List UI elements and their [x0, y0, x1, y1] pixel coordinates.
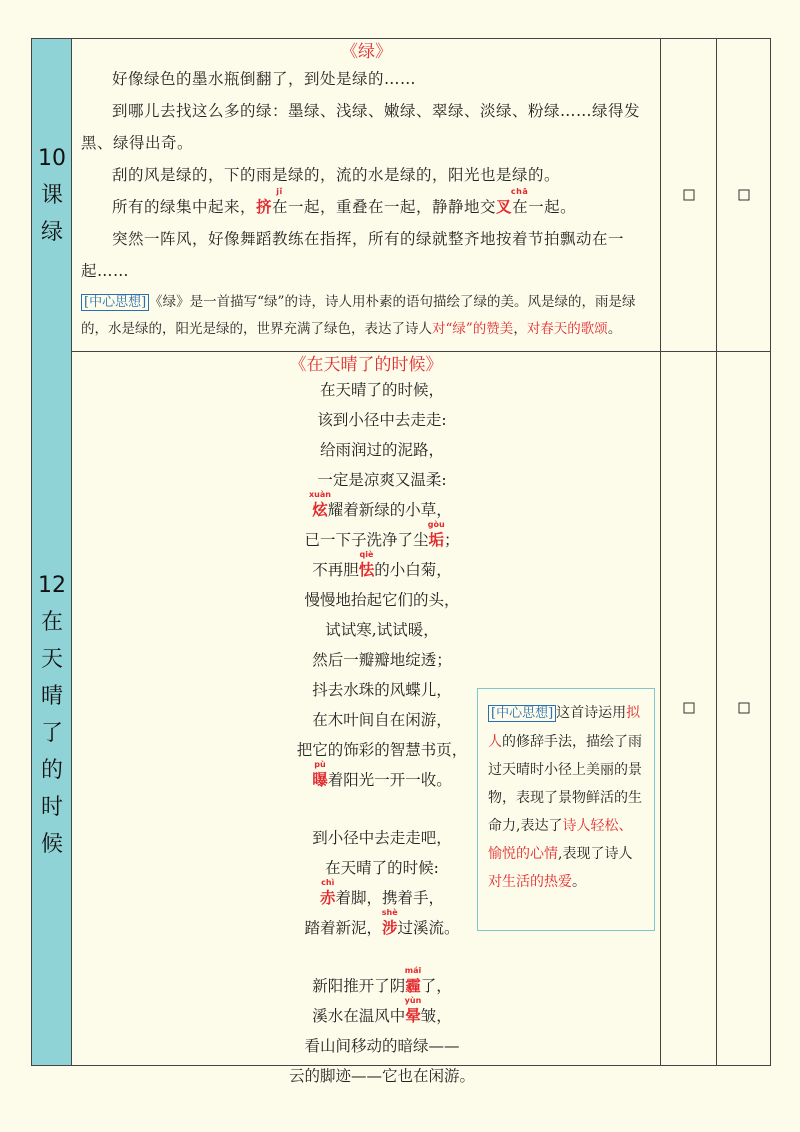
text-span: 。	[607, 321, 622, 337]
text-span: 这首诗运用	[556, 705, 627, 721]
lesson-label-char: 绿	[40, 220, 63, 245]
lesson-number: 10	[38, 146, 66, 171]
pinyin: shè	[381, 908, 398, 917]
checkbox[interactable]	[738, 703, 749, 714]
table-row-lesson-10	[32, 39, 770, 352]
pinyin: gòu	[427, 520, 445, 529]
pinyin: mái	[404, 966, 422, 975]
annotated-char	[427, 520, 445, 549]
text-span: 。	[572, 874, 586, 890]
summary-box	[477, 688, 655, 931]
annotated-char	[404, 996, 422, 1025]
poem-line: 试试寒,试试暖，	[325, 621, 439, 639]
summary	[81, 289, 652, 343]
lesson-table	[31, 38, 771, 1085]
poem-line	[222, 550, 542, 585]
summary-tag: [中心思想]	[81, 294, 149, 311]
char: 炫	[312, 500, 328, 519]
check-cell-2[interactable]	[717, 351, 770, 1065]
annotated-char	[256, 187, 283, 216]
char: 晕	[405, 1006, 421, 1025]
lesson-label-cell	[32, 351, 72, 1065]
pinyin: yùn	[404, 996, 422, 1005]
poem-line	[222, 996, 542, 1031]
annotated-char	[496, 187, 529, 216]
checkbox[interactable]	[683, 190, 694, 201]
poem-line	[222, 966, 542, 1001]
lesson-content-cell	[72, 351, 661, 1085]
text-title: 《绿》	[341, 42, 392, 62]
pinyin: chì	[321, 878, 335, 887]
text-span: 耀着新绿的小草，	[327, 501, 452, 519]
lesson-label-char: 天	[40, 647, 63, 672]
text-span: 着脚，携着手，	[335, 889, 445, 907]
poem-line: 抖去水珠的风蝶儿，	[312, 681, 452, 699]
char: 垢	[428, 530, 444, 549]
poem-line: 在天晴了的时候，	[319, 381, 444, 399]
lesson-label-char: 晴	[40, 684, 63, 709]
char: 涉	[381, 918, 398, 937]
char: 叉	[496, 197, 513, 216]
annotated-char	[358, 550, 375, 579]
poem-line: 慢慢地抬起它们的头，	[304, 591, 460, 609]
annotated-char	[381, 908, 398, 937]
text-span: 在一起。	[512, 198, 577, 216]
text-span: 溪水在温风中	[312, 1007, 406, 1025]
highlight-text: 诗人轻松、愉悦的心情	[488, 818, 633, 862]
stanza-gap	[222, 943, 542, 971]
lesson-label-char: 候	[40, 832, 63, 857]
poem-line	[222, 490, 542, 525]
lesson-content-cell	[72, 39, 661, 351]
char: 霾	[405, 976, 421, 995]
char: 挤	[256, 197, 273, 216]
poem-line: 看山间移动的暗绿——	[304, 1037, 460, 1055]
text-span: 新阳推开了阴	[312, 977, 406, 995]
lesson-label-char: 在	[40, 610, 63, 635]
text-span: 的修辞手法，描绘了雨过天晴时小径上美丽的景物，表现了景物鲜活的生命力,表达了	[488, 734, 642, 834]
poem-line: 把它的饰彩的智慧书页，	[296, 741, 468, 759]
poem-line: 该到小径中去走走:	[317, 411, 447, 429]
poem-line: 在木叶间自在闲游，	[312, 711, 452, 729]
text-span: 所有的绿集中起来，	[112, 198, 257, 216]
table-row-lesson-12	[32, 351, 770, 1085]
poem-line	[222, 520, 542, 555]
annotated-char	[312, 760, 328, 789]
text-span: 不再胆	[312, 561, 359, 579]
text-title: 《在天晴了的时候》	[289, 355, 443, 375]
text-span: 已一下子洗净了尘	[304, 531, 429, 549]
lesson-label-char: 了	[40, 721, 63, 746]
poem-line: 一定是凉爽又温柔:	[317, 471, 447, 489]
checkbox[interactable]	[683, 703, 694, 714]
checkbox[interactable]	[738, 190, 749, 201]
check-cell-1[interactable]	[661, 351, 717, 1065]
text-span: 着阳光一开一收。	[327, 771, 452, 789]
paragraph: 好像绿色的墨水瓶倒翻了，到处是绿的……	[112, 70, 417, 88]
pinyin: pù	[314, 760, 326, 769]
highlight-text: 拟人	[488, 705, 641, 750]
paragraph: 突然一阵风，好像舞蹈教练在指挥，所有的绿就整齐地按着节拍飘动在一起……	[81, 230, 625, 280]
poem-line: 到小径中去走走吧，	[312, 829, 452, 847]
char: 怯	[358, 560, 375, 579]
text-span: 了，	[420, 977, 452, 995]
text-span: 《绿》是一首描写“绿”的诗，诗人用朴素的语句描绘了绿的美。风是绿的，雨是绿的，水是绿的，阳光是绿的，世界充满了绿色，表达了诗人	[81, 294, 636, 337]
annotated-char	[319, 878, 336, 907]
check-cell-2[interactable]	[717, 39, 770, 351]
poem-line: 在天晴了的时候:	[325, 859, 439, 877]
highlight-text: 对“绿”的赞美	[432, 321, 514, 337]
text-span: 过溪流。	[397, 919, 460, 937]
text-span: 在一起，重叠在一起，静静地交	[272, 198, 497, 216]
annotated-char	[404, 966, 422, 995]
lesson-label-char: 的	[40, 758, 63, 783]
pinyin: xuàn	[309, 490, 331, 499]
lesson-label-cell	[32, 39, 72, 351]
highlight-text: 对生活的热爱	[488, 874, 572, 890]
char: 赤	[319, 888, 336, 907]
text-span: 皱，	[420, 1007, 452, 1025]
poem-line: 云的脚迹——它也在闲游。	[288, 1067, 475, 1085]
highlight-text: 对春天的歌颂	[526, 321, 608, 337]
summary-tag: [中心思想]	[488, 705, 556, 722]
paragraph: 到哪儿去找这么多的绿：墨绿、浅绿、嫩绿、翠绿、淡绿、粉绿……绿得发黑、绿得出奇。	[81, 102, 641, 152]
pinyin: jǐ	[276, 187, 283, 196]
pinyin: qiè	[359, 550, 374, 559]
pinyin: chā	[510, 187, 529, 196]
text-span: 踏着新泥，	[304, 919, 382, 937]
paragraph	[81, 187, 652, 223]
lesson-label-char: 课	[40, 183, 63, 208]
text-span: ，	[513, 321, 527, 337]
text-span: ；	[444, 531, 460, 549]
text-span: 的小白菊，	[374, 561, 452, 579]
text-span: ,表现了诗人	[558, 846, 633, 862]
poem-line: 然后一瓣瓣地绽透；	[312, 651, 452, 669]
lesson-label-char: 时	[40, 795, 63, 820]
annotated-char	[309, 490, 331, 519]
poem-line: 给雨润过的泥路，	[319, 441, 444, 459]
check-cell-1[interactable]	[661, 39, 717, 351]
char: 曝	[312, 770, 328, 789]
lesson-number: 12	[38, 573, 66, 598]
paragraph: 刮的风是绿的，下的雨是绿的，流的水是绿的，阳光也是绿的。	[112, 166, 561, 184]
